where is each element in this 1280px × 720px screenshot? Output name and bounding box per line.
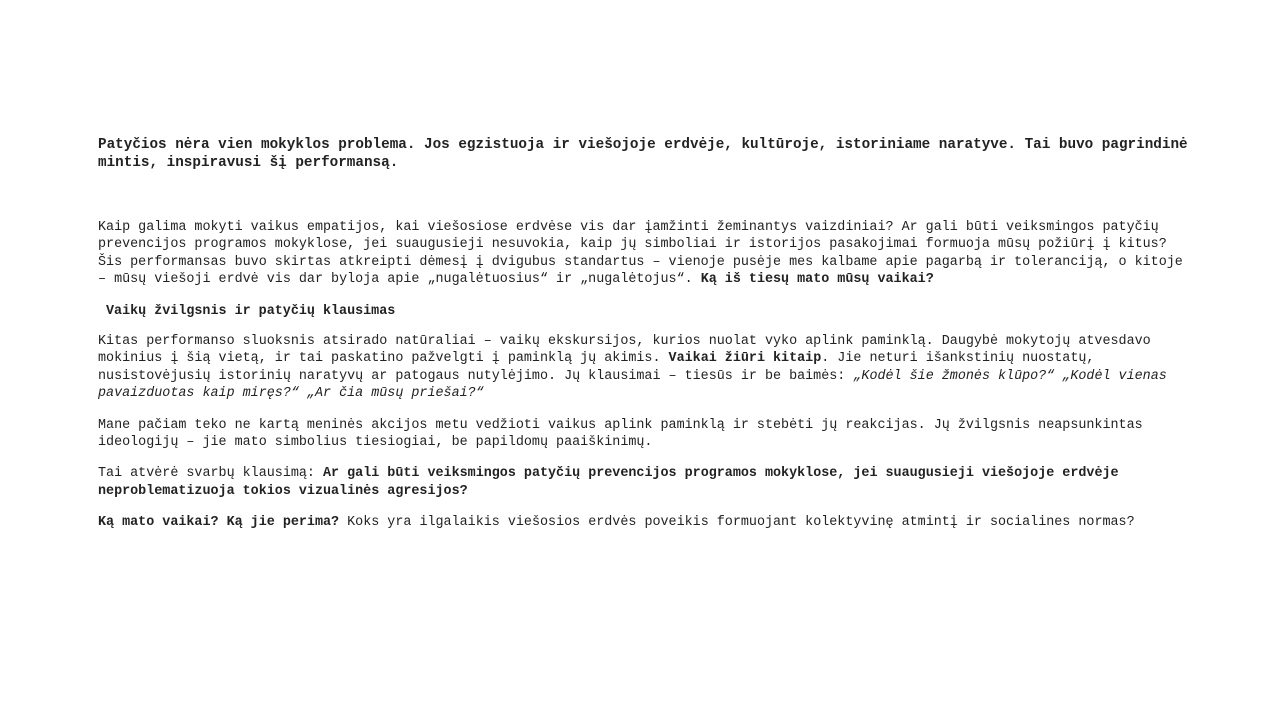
- section-heading: Vaikų žvilgsnis ir patyčių klausimas: [106, 303, 396, 319]
- paragraph-1-question: Ką iš tiesų mato mūsų vaikai?: [700, 272, 934, 288]
- paragraph-3: Mane pačiam teko ne kartą meninės akcijos metu vedžioti vaikus aplink paminklą ir stebėti jų reakcijas. Jų žvilgsnis neapsunkintas ideologijų – jie mato simbolius tiesiogiai, be papildomų paaiškinimų.: [98, 417, 1143, 451]
- paragraph-2: [98, 333, 1188, 403]
- paragraph-2-text-start: Kitas performanso sluoksnis atsirado natūraliai – vaikų ekskursijos, kurios nuolat vyko aplink paminklą. Daugybė mokytojų atvesdavo mokinius į šią vietą, ir tai paskatino pažvelgti į paminklą jų akimis.: [98, 334, 1151, 367]
- paragraph-4-question: Ar gali būti veiksmingos patyčių prevencijos programos mokyklose, jei suaugusieji viešojoje erdvėje neproblematizuoja tokios vizualinės agresijos?: [98, 466, 1119, 499]
- paragraph-2-text-end: . Jie neturi išankstinių nuostatų, nusistovėjusių istorinių naratyvų ar patogaus nutylėjimo. Jų klausimai – tiesūs ir be baimės:: [98, 351, 1095, 384]
- paragraph-5-question: Ką mato vaikai? Ką jie perima?: [98, 515, 340, 531]
- paragraph-2-quotes: „Kodėl šie žmonės klūpo?“ „Kodėl vienas pavaizduotas kaip miręs?“ „Ar čia mūsų priešai?“: [98, 368, 1167, 402]
- article-body: [98, 219, 1188, 546]
- paragraph-5: [98, 514, 1188, 531]
- paragraph-1-text: Kaip galima mokyti vaikus empatijos, kai viešosiose erdvėse vis dar įamžinti žeminantys vaizdiniai? Ar gali būti veiksmingos patyčių prevencijos programos mokyklose, jei suaugusieji nesuvokia, kaip jų simboliai ir istorijos pasakojimai formuoja mūsų požiūrį į kitus? Šis performansas buvo skirtas atkreipti dėmesį į dvigubus standartus – vienoje pusėje mes kalbame apie pagarbą ir toleranciją, o kitoje – mūsų viešoji erdvė vis dar byloja apie „nugalėtuosius“ ir „nugalėtojus“.: [98, 220, 1183, 288]
- intro-paragraph: Patyčios nėra vien mokyklos problema. Jos egzistuoja ir viešojoje erdvėje, kultūroje, istoriniame naratyve. Tai buvo pagrindinė mintis, inspiravusi šį performansą.: [98, 137, 1188, 171]
- paragraph-5-text: Koks yra ilgalaikis viešosios erdvės poveikis formuojant kolektyvinę atmintį ir socialines normas?: [347, 515, 1135, 531]
- paragraph-4-text: Tai atvėrė svarbų klausimą:: [98, 466, 315, 482]
- paragraph-1: [98, 219, 1188, 289]
- paragraph-4: [98, 465, 1188, 500]
- paragraph-2-emphasis: Vaikai žiūri kitaip: [668, 351, 822, 367]
